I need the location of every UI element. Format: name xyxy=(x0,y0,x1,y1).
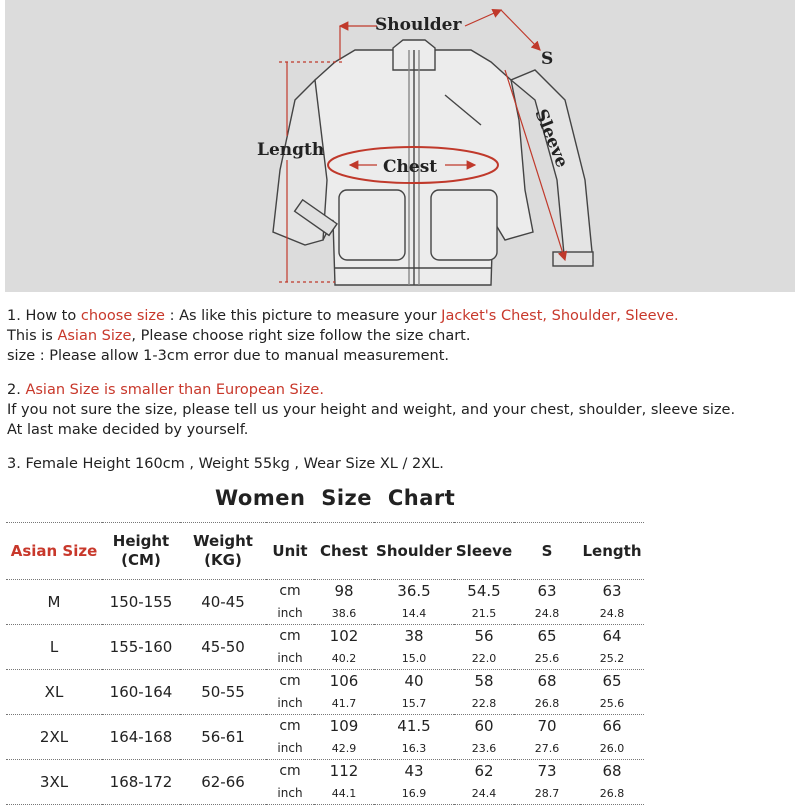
sleeve-cell: 54.5 xyxy=(467,582,501,600)
s-cell: 26.8 xyxy=(514,692,580,715)
sleeve-cell: 22.8 xyxy=(454,692,514,715)
size-cell: L xyxy=(6,625,102,670)
shoulder-label: Shoulder xyxy=(375,15,462,35)
length-label: Length xyxy=(257,140,325,160)
shoulder-cell: 40 xyxy=(404,672,424,690)
chest-cell: 41.7 xyxy=(314,692,374,715)
weight-cell: 62-66 xyxy=(180,760,266,805)
sleeve-cell: 23.6 xyxy=(454,737,514,760)
weight-cell: 40-45 xyxy=(180,580,266,625)
shoulder-cell: 16.3 xyxy=(374,737,454,760)
table-row xyxy=(6,715,644,738)
unit-cell: inch xyxy=(266,602,314,625)
shoulder-cell: 15.7 xyxy=(374,692,454,715)
s-cell: 68 xyxy=(537,672,557,690)
sleeve-cell: 56 xyxy=(474,627,494,645)
chest-cell: 44.1 xyxy=(314,782,374,805)
sleeve-label: Sleeve xyxy=(530,106,572,171)
s-cell: 28.7 xyxy=(514,782,580,805)
height-cell: 168-172 xyxy=(102,760,180,805)
unit-cell: cm xyxy=(279,628,301,644)
table-row xyxy=(6,580,644,603)
height-cell: 164-168 xyxy=(102,715,180,760)
shoulder-cell: 38 xyxy=(404,627,424,645)
unit-cell: inch xyxy=(266,692,314,715)
length-cell: 25.6 xyxy=(580,692,644,715)
length-cell: 68 xyxy=(602,762,622,780)
shoulder-cell: 16.9 xyxy=(374,782,454,805)
header-asian-size: Asian Size xyxy=(6,523,102,580)
sleeve-cell: 21.5 xyxy=(454,602,514,625)
table-row xyxy=(6,760,644,783)
header-sleeve: Sleeve xyxy=(454,523,514,580)
chest-cell: 102 xyxy=(329,627,359,645)
size-chart-table xyxy=(6,522,644,805)
s-cell: 63 xyxy=(537,582,557,600)
s-cell: 73 xyxy=(537,762,557,780)
s-cell: 65 xyxy=(537,627,557,645)
unit-cell: cm xyxy=(279,583,301,599)
weight-cell: 50-55 xyxy=(180,670,266,715)
header-chest: Chest xyxy=(314,523,374,580)
chest-cell: 38.6 xyxy=(314,602,374,625)
size-notes xyxy=(7,306,797,488)
shoulder-cell: 41.5 xyxy=(397,717,431,735)
shoulder-cell: 43 xyxy=(404,762,424,780)
s-cell: 27.6 xyxy=(514,737,580,760)
size-cell: XL xyxy=(6,670,102,715)
s-cell: 25.6 xyxy=(514,647,580,670)
shoulder-cell: 15.0 xyxy=(374,647,454,670)
shoulder-cell: 14.4 xyxy=(374,602,454,625)
header-height: Height (CM) xyxy=(102,523,180,580)
header-shoulder: Shoulder xyxy=(374,523,454,580)
length-cell: 26.0 xyxy=(580,737,644,760)
s-cell: 70 xyxy=(537,717,557,735)
note-2: 2. Asian Size is smaller than European Size. If you not sure the size, please tell us your height and weight, and your chest, shoulder, sleeve size. At last make decided by yourself. xyxy=(7,382,736,438)
chart-title: Women Size Chart xyxy=(215,486,456,510)
size-cell: 2XL xyxy=(6,715,102,760)
unit-cell: inch xyxy=(266,647,314,670)
header-weight: Weight (KG) xyxy=(180,523,266,580)
chest-cell: 112 xyxy=(329,762,359,780)
sleeve-cell: 22.0 xyxy=(454,647,514,670)
note-1: 1. How to choose size : As like this picture to measure your Jacket's Chest, Shoulder, Sleeve. This is Asian Size, Please choose right size follow the size chart. size : Please allow 1-3cm error due to manual measurement. xyxy=(7,308,679,364)
weight-cell: 45-50 xyxy=(180,625,266,670)
sleeve-cell: 58 xyxy=(474,672,494,690)
height-cell: 155-160 xyxy=(102,625,180,670)
header-length: Length xyxy=(580,523,644,580)
shoulder-cell: 36.5 xyxy=(397,582,431,600)
header-unit: Unit xyxy=(266,523,314,580)
chest-cell: 40.2 xyxy=(314,647,374,670)
length-cell: 64 xyxy=(602,627,622,645)
size-cell: 3XL xyxy=(6,760,102,805)
s-label: S xyxy=(541,49,554,69)
unit-cell: cm xyxy=(279,673,301,689)
length-cell: 24.8 xyxy=(580,602,644,625)
chest-cell: 106 xyxy=(329,672,359,690)
table-header xyxy=(6,523,644,580)
height-cell: 160-164 xyxy=(102,670,180,715)
unit-cell: cm xyxy=(279,763,301,779)
height-cell: 150-155 xyxy=(102,580,180,625)
unit-cell: cm xyxy=(279,718,301,734)
chest-cell: 42.9 xyxy=(314,737,374,760)
s-cell: 24.8 xyxy=(514,602,580,625)
length-cell: 25.2 xyxy=(580,647,644,670)
sleeve-cell: 60 xyxy=(474,717,494,735)
chest-cell: 109 xyxy=(329,717,359,735)
chest-label: Chest xyxy=(383,157,438,177)
length-cell: 26.8 xyxy=(580,782,644,805)
table-row xyxy=(6,625,644,648)
size-cell: M xyxy=(6,580,102,625)
unit-cell: inch xyxy=(266,737,314,760)
sleeve-cell: 24.4 xyxy=(454,782,514,805)
length-cell: 66 xyxy=(602,717,622,735)
chest-cell: 98 xyxy=(334,582,354,600)
measurement-diagram xyxy=(5,0,795,292)
length-cell: 63 xyxy=(602,582,622,600)
unit-cell: inch xyxy=(266,782,314,805)
note-3: 3. Female Height 160cm , Weight 55kg , Wear Size XL / 2XL. xyxy=(7,456,444,472)
weight-cell: 56-61 xyxy=(180,715,266,760)
header-s: S xyxy=(514,523,580,580)
jacket-illustration xyxy=(5,0,795,292)
sleeve-cell: 62 xyxy=(474,762,494,780)
length-cell: 65 xyxy=(602,672,622,690)
table-row xyxy=(6,670,644,693)
